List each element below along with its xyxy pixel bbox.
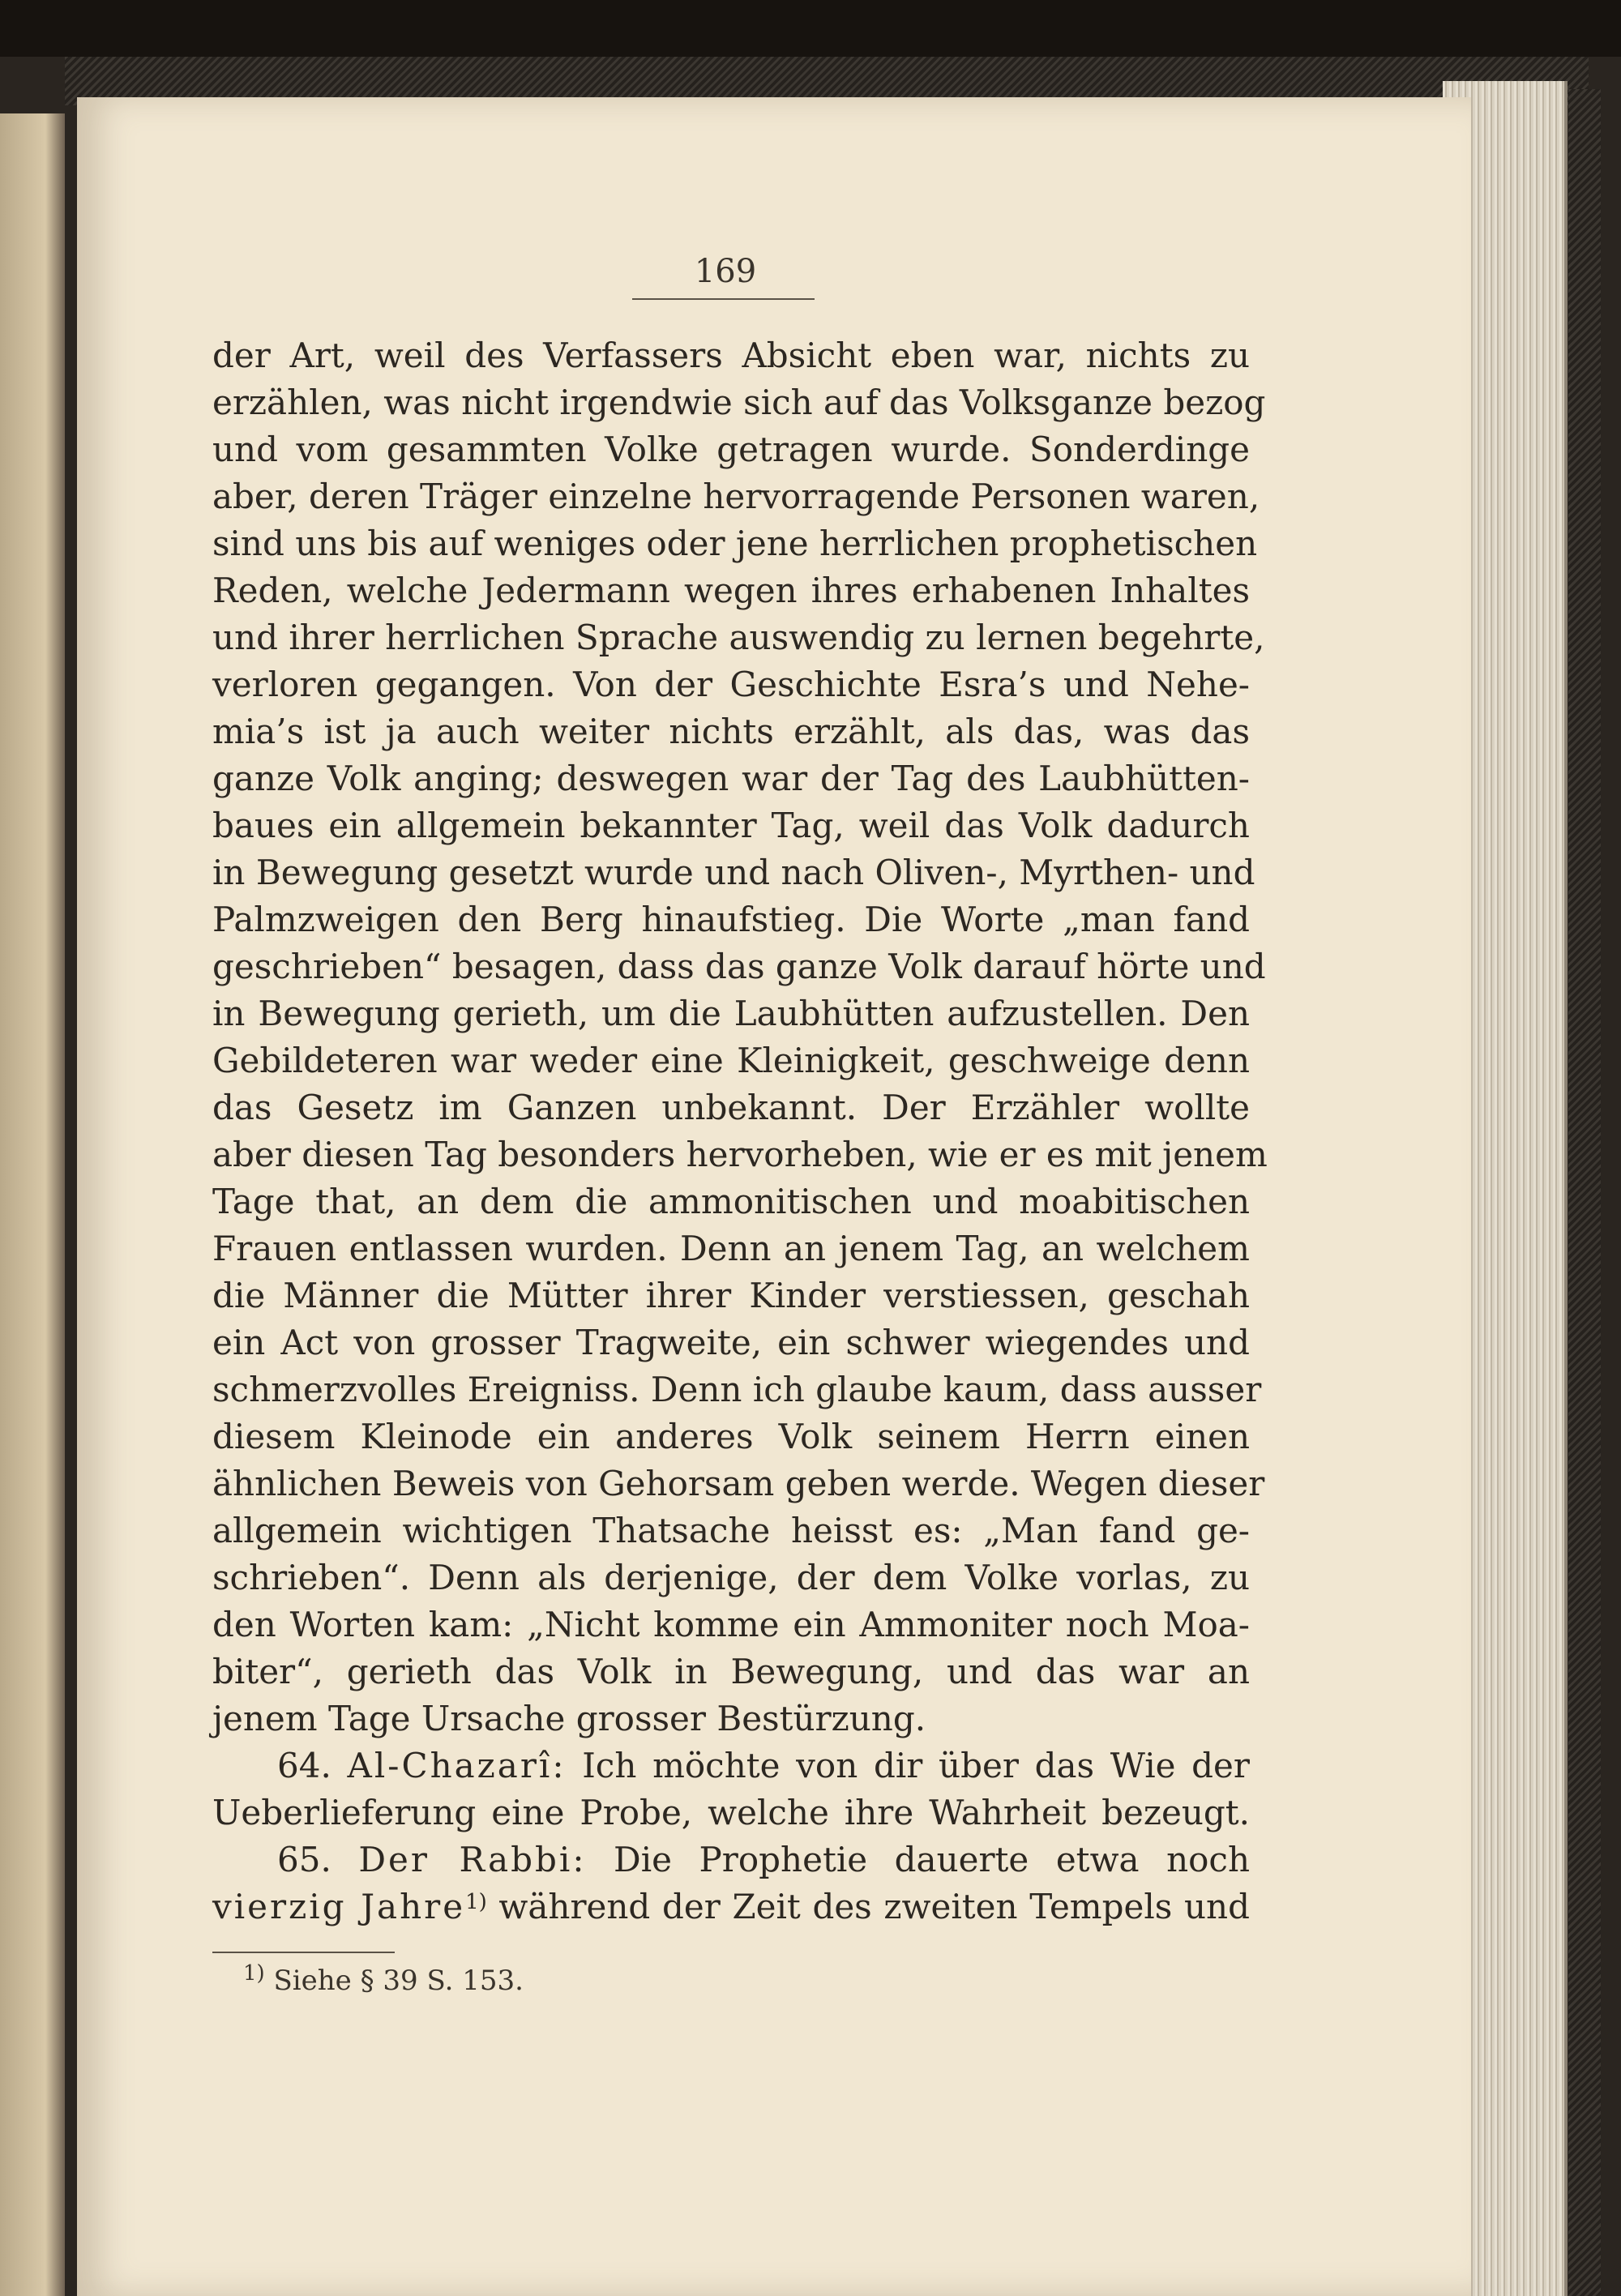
paragraph-64-line-2: Ueberlieferung eine Probe, welche ihre Wahrheit bezeugt. <box>212 1793 1250 1832</box>
text-line: die Männer die Mütter ihrer Kinder verstiessen, geschah <box>212 1276 1250 1315</box>
text-line: erzählen, was nicht irgendwie sich auf das Volksganze bezog <box>212 383 1266 422</box>
text-line: schmerzvolles Ereigniss. Denn ich glaube kaum, dass ausser <box>212 1370 1262 1409</box>
paragraph-65-line-1 <box>212 1836 1250 1883</box>
text-line: aber, deren Träger einzelne hervorragende Personen waren, <box>212 477 1260 516</box>
paragraph-64-speaker: Al-Chazarî: <box>347 1746 567 1785</box>
text-line: ähnlichen Beweis von Gehorsam geben werde. Wegen dieser <box>212 1464 1265 1503</box>
paragraph-65-speaker: Der Rabbi: <box>358 1840 587 1879</box>
text-line: Reden, welche Jedermann wegen ihres erhabenen Inhaltes <box>212 571 1250 610</box>
text-line: verloren gegangen. Von der Geschichte Esra’s und Nehe- <box>212 665 1250 704</box>
paragraph-65-text-b: während der Zeit des zweiten Tempels und <box>498 1887 1250 1926</box>
text-line: ganze Volk anging; deswegen war der Tag des Laubhütten- <box>212 759 1250 798</box>
paragraph-65-text-a: vierzig Jahre <box>212 1887 466 1926</box>
text-line: Gebildeteren war weder eine Kleinigkeit, geschweige denn <box>212 1041 1250 1080</box>
text-line: geschrieben“ besagen, dass das ganze Volk darauf hörte und <box>212 947 1266 986</box>
paragraph-64-number: 64. <box>277 1746 331 1785</box>
body-text <box>212 332 1268 1930</box>
text-line: baues ein allgemein bekannter Tag, weil das Volk dadurch <box>212 806 1250 845</box>
text-line: allgemein wichtigen Thatsache heisst es: „Man fand ge- <box>212 1511 1250 1550</box>
paragraph-65-line-2 <box>212 1883 1250 1930</box>
text-line: Frauen entlassen wurden. Denn an jenem Tag, an welchem <box>212 1229 1250 1268</box>
text-line: jenem Tage Ursache grosser Bestürzung. <box>212 1699 926 1738</box>
text-line: schrieben“. Denn als derjenige, der dem Volke vorlas, zu <box>212 1558 1250 1597</box>
page-number: 169 <box>694 253 757 290</box>
paragraph-65-number: 65. <box>277 1840 331 1879</box>
text-line: den Worten kam: „Nicht komme ein Ammoniter noch Moa- <box>212 1605 1250 1644</box>
text-line: biter“, gerieth das Volk in Bewegung, und das war an <box>212 1652 1250 1691</box>
text-line: diesem Kleinode ein anderes Volk seinem Herrn einen <box>212 1417 1250 1456</box>
text-line: der Art, weil des Verfassers Absicht eben war, nichts zu <box>212 336 1250 375</box>
footnote-reference[interactable]: 1) <box>465 1890 487 1914</box>
text-line: in Bewegung gesetzt wurde und nach Oliven-, Myrthen- und <box>212 853 1255 892</box>
text-line: in Bewegung gerieth, um die Laubhütten aufzustellen. Den <box>212 994 1250 1033</box>
footnote-mark: 1) <box>243 1961 265 1986</box>
paragraph-64-text: Ich möchte von dir über das Wie der <box>582 1746 1250 1785</box>
footnote-rule <box>212 1952 395 1953</box>
text-line: aber diesen Tag besonders hervorheben, wie er es mit jenem <box>212 1135 1268 1174</box>
paragraph-64-line-1 <box>212 1742 1250 1789</box>
text-line: Tage that, an dem die ammonitischen und moabitischen <box>212 1182 1250 1221</box>
text-line: sind uns bis auf weniges oder jene herrlichen prophetischen <box>212 524 1258 563</box>
text-line: mia’s ist ja auch weiter nichts erzählt, als das, was das <box>212 712 1250 751</box>
page-number-rule <box>632 298 815 300</box>
previous-page-edge <box>0 113 65 2296</box>
footnote <box>243 1963 524 1999</box>
text-line: und vom gesammten Volke getragen wurde. Sonderdinge <box>212 430 1250 469</box>
footnote-text: Siehe § 39 S. 153. <box>273 1965 524 1997</box>
text-line: und ihrer herrlichen Sprache auswendig zu lernen begehrte, <box>212 618 1265 657</box>
text-line: Palmzweigen den Berg hinaufstieg. Die Worte „man fand <box>212 900 1250 939</box>
paragraph-65-text: Die Prophetie dauerte etwa noch <box>614 1840 1250 1879</box>
text-line: das Gesetz im Ganzen unbekannt. Der Erzähler wollte <box>212 1088 1250 1127</box>
text-line: ein Act von grosser Tragweite, ein schwer wiegendes und <box>212 1323 1250 1362</box>
